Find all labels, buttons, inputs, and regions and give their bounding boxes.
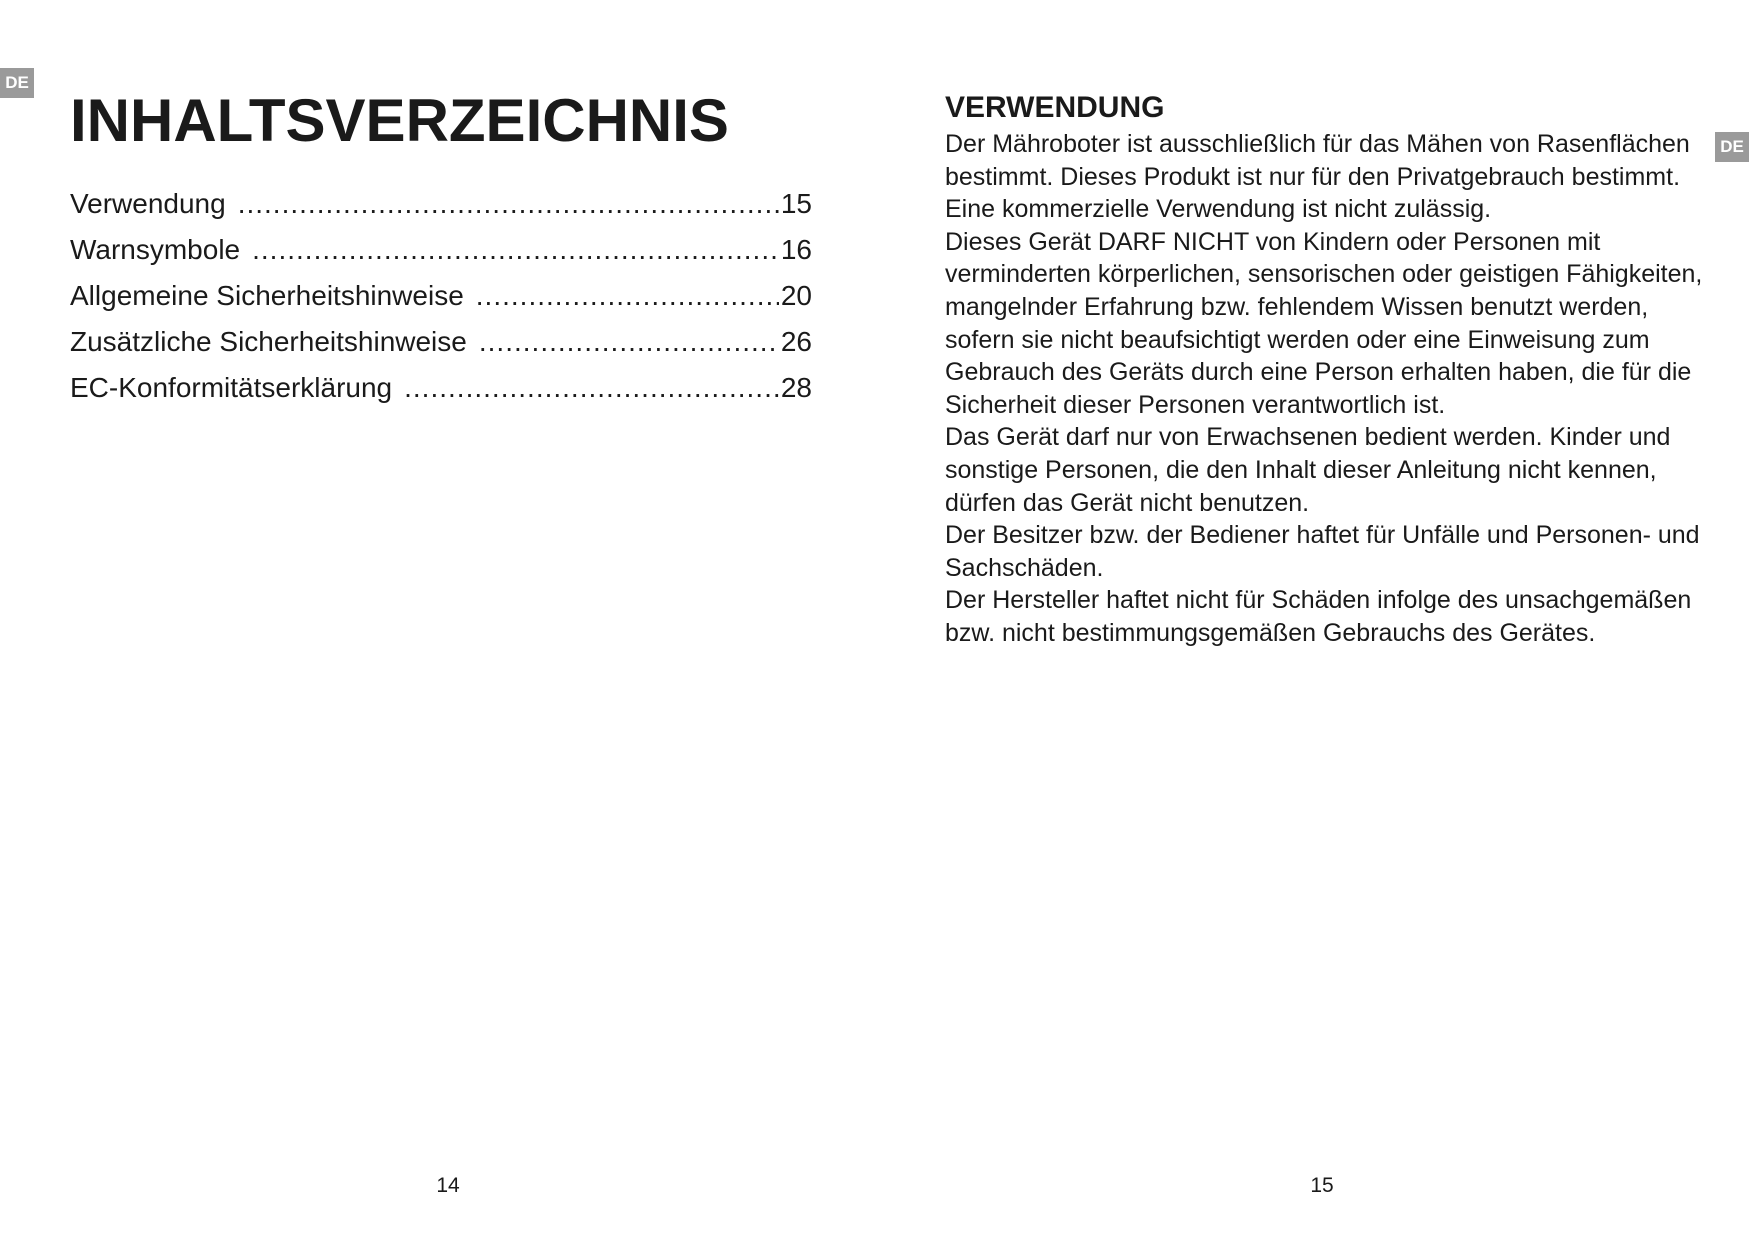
toc-title: INHALTSVERZEICHNIS (70, 87, 729, 154)
toc-entry-page: 28 (780, 372, 812, 403)
toc-leader-dots (238, 181, 779, 227)
toc-leader-dots (252, 227, 779, 273)
page-number-right: 15 (1310, 1174, 1334, 1197)
right-page (874, 0, 1749, 1241)
toc-entry-verwendung[interactable] (70, 181, 812, 227)
left-page (0, 0, 874, 1241)
toc-entry-page: 20 (780, 280, 812, 311)
toc-entry-zusaetzliche-sicherheitshinweise[interactable] (70, 319, 812, 365)
paragraph-manufacturer-liability: Der Hersteller haftet nicht für Schäden infolge des unsachgemäßen bzw. nicht bestimmungsgemäßen Gebrauchs des Gerätes. (945, 586, 1692, 647)
table-of-contents (70, 181, 812, 411)
toc-leader-dots (476, 273, 779, 319)
language-tab-left: DE (0, 68, 34, 98)
toc-entry-label: EC-Konformitätserklärung (70, 372, 393, 403)
toc-entry-label: Warnsymbole (70, 234, 241, 265)
toc-entry-label: Verwendung (70, 188, 226, 219)
toc-entry-page: 26 (780, 326, 812, 357)
toc-entry-page: 16 (780, 234, 812, 265)
paragraph-purpose: Der Mähroboter ist ausschließlich für das Mähen von Rasenflächen bestimmt. Dieses Produkt ist nur für den Privatgebrauch bestimmt. Eine kommerzielle Verwendung ist nicht zulässig. (945, 130, 1690, 224)
paragraph-restrictions: Dieses Gerät DARF NICHT von Kindern oder Personen mit verminderten körperlichen, sensorischen oder geistigen Fähigkeiten, mangelnder Erfahrung bzw. fehlendem Wissen benutzt werden, sofern sie nicht beaufsichtigt werden oder eine Einweisung zum Gebrauch des Geräts durch eine Person erhalten haben, die für die Sicherheit dieser Personen verantwortlich ist. (945, 227, 1703, 419)
page-number-left: 14 (436, 1174, 460, 1197)
language-tab-right: DE (1715, 132, 1749, 162)
toc-entry-label: Allgemeine Sicherheitshinweise (70, 280, 464, 311)
toc-entry-warnsymbole[interactable] (70, 227, 812, 273)
toc-entry-allgemeine-sicherheitshinweise[interactable] (70, 273, 812, 319)
toc-leader-dots (479, 319, 779, 365)
toc-entry-label: Zusätzliche Sicherheitshinweise (70, 326, 467, 357)
paragraph-adult-use: Das Gerät darf nur von Erwachsenen bedient werden. Kinder und sonstige Personen, die den Inhalt dieser Anleitung nicht kennen, dürfen das Gerät nicht benutzen. (945, 423, 1671, 517)
toc-entry-page: 15 (780, 188, 812, 219)
paragraph-owner-liability: Der Besitzer bzw. der Bediener haftet für Unfälle und Personen- und Sachschäden. (945, 521, 1700, 582)
toc-entry-ec-konformitaetserklaerung[interactable] (70, 365, 812, 411)
section-body (945, 128, 1705, 650)
section-title: VERWENDUNG (945, 91, 1165, 124)
toc-leader-dots (404, 365, 779, 411)
